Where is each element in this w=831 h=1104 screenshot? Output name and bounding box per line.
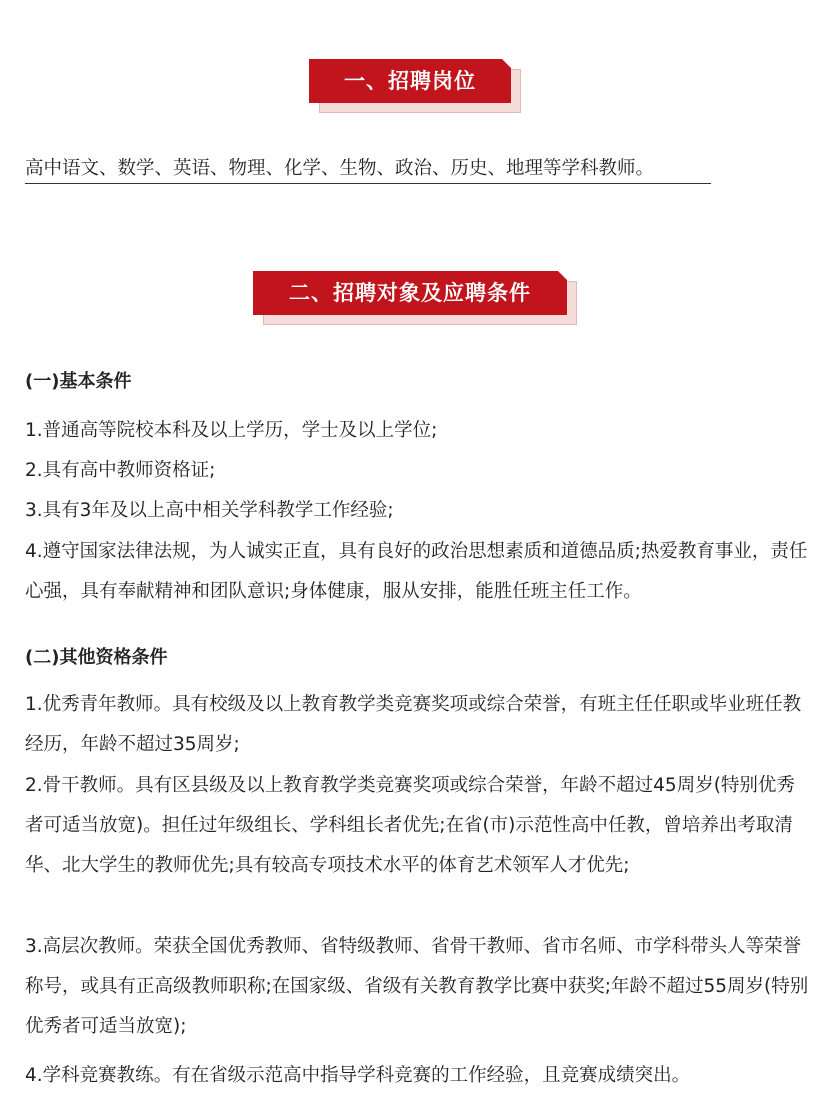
basic-condition-item: 1.普通高等院校本科及以上学历，学士及以上学位; <box>25 420 438 441</box>
banner-corner <box>502 59 511 68</box>
banner-corner <box>558 271 567 280</box>
other-conditions-heading: (二)其他资格条件 <box>25 647 168 668</box>
positions-text: 高中语文、数学、英语、物理、化学、生物、政治、历史、地理等学科教师。 <box>25 155 711 184</box>
other-condition-item: 3.高层次教师。荣获全国优秀教师、省特级教师、省骨干教师、省市名师、市学科带头人等荣誉称号，或具有正高级教师职称;在国家级、省级有关教育教学比赛中获奖;年龄不超过55周岁(特别优秀者可适当放宽); <box>25 936 809 1037</box>
basic-conditions-heading: (一)基本条件 <box>25 371 132 392</box>
other-condition-item: 2.骨干教师。具有区县级及以上教育教学类竞赛奖项或综合荣誉，年龄不超过45周岁(特别优秀者可适当放宽)。担任过年级组长、学科组长者优先;在省(市)示范性高中任教，曾培养出考取清华、北大学生的教师优先;具有较高专项技术水平的体育艺术领军人才优先; <box>25 775 795 876</box>
section-1-banner <box>309 59 511 103</box>
section-1-title: 一、招聘岗位 <box>309 59 511 103</box>
other-condition-item: 1.优秀青年教师。具有校级及以上教育教学类竞赛奖项或综合荣誉，有班主任任职或毕业班任教经历，年龄不超过35周岁; <box>25 694 802 755</box>
other-condition-item: 4.学科竞赛教练。有在省级示范高中指导学科竞赛的工作经验，且竞赛成绩突出。 <box>25 1065 691 1086</box>
section-2-banner <box>253 271 567 315</box>
section-2-title: 二、招聘对象及应聘条件 <box>253 271 567 315</box>
basic-condition-item: 4.遵守国家法律法规，为人诚实正直，具有良好的政治思想素质和道德品质;热爱教育事业，责任心强，具有奉献精神和团队意识;身体健康，服从安排，能胜任班主任工作。 <box>25 541 808 602</box>
basic-condition-item: 3.具有3年及以上高中相关学科教学工作经验; <box>25 500 394 521</box>
basic-condition-item: 2.具有高中教师资格证; <box>25 460 216 481</box>
